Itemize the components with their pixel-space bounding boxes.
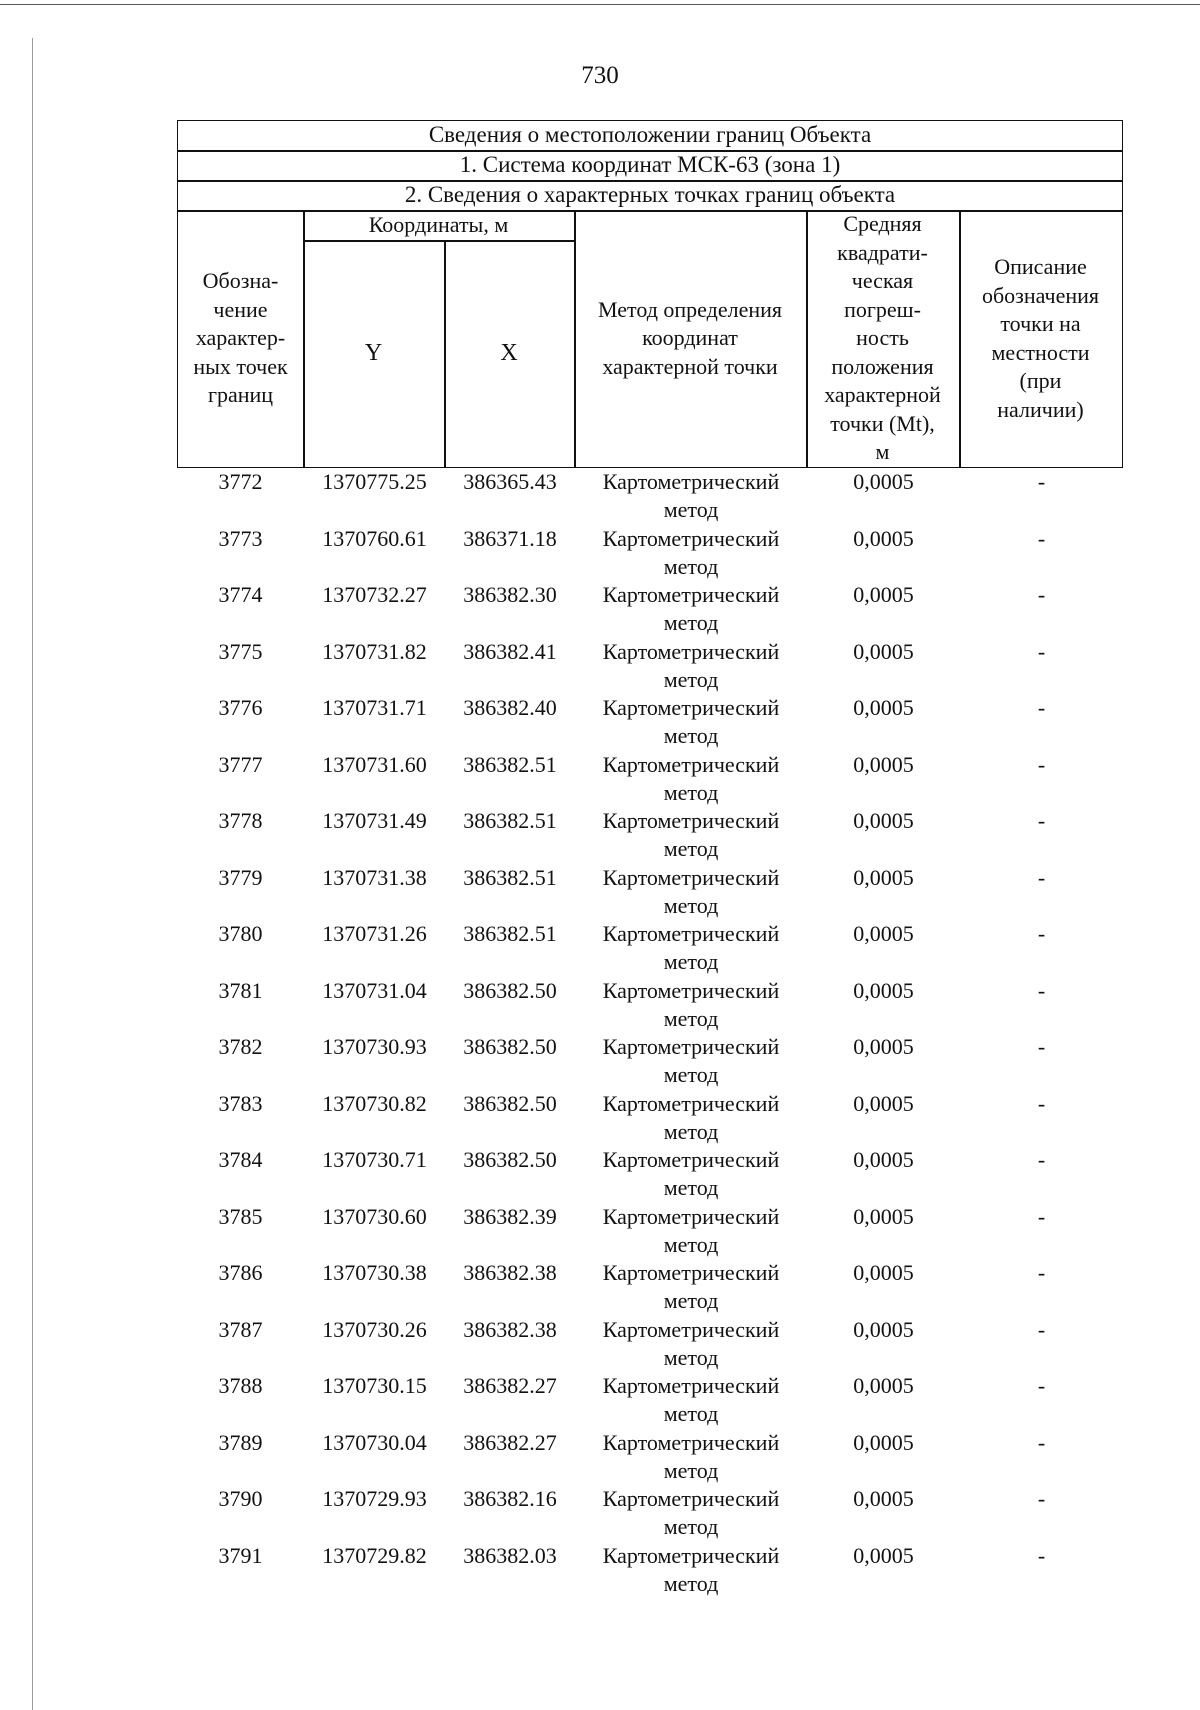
table-row <box>177 1314 1123 1371</box>
method-cell: Картометрический метод <box>602 1260 780 1313</box>
method-cell: Картометрический метод <box>602 638 780 692</box>
coordinate-y-cell: 1370730.26 <box>322 1316 427 1342</box>
point-id-cell: 3783 <box>218 1090 263 1116</box>
coordinate-x-cell: 386382.50 <box>463 1147 557 1172</box>
description-cell: - <box>1037 582 1046 607</box>
error-cell: 0,0005 <box>853 864 914 890</box>
point-id-cell: 3786 <box>218 1260 263 1285</box>
point-id-cell: 3780 <box>218 921 263 946</box>
method-cell: Картометрический метод <box>602 1316 780 1370</box>
error-cell: 0,0005 <box>853 1203 914 1229</box>
section-caption: 2. Сведения о характерных точках границ объекта <box>404 182 896 207</box>
description-cell: - <box>1037 1373 1046 1398</box>
column-header-designation: Обозна- чение характер- ных точек границ <box>193 268 288 408</box>
table-row <box>177 1540 1123 1597</box>
description-cell: - <box>1037 1147 1046 1172</box>
coordinate-x-cell: 386382.50 <box>463 1090 557 1116</box>
table-row <box>177 1370 1123 1427</box>
point-id-cell: 3778 <box>218 808 263 833</box>
error-cell: 0,0005 <box>853 921 914 946</box>
coordinate-x-cell: 386382.38 <box>463 1316 557 1342</box>
point-id-cell: 3774 <box>218 582 263 607</box>
point-id-cell: 3787 <box>218 1316 263 1342</box>
column-header-error: Средняя квадрати- ческая погреш- ность положения характерной точки (Mt), м <box>824 211 941 465</box>
description-cell: - <box>1037 1542 1046 1568</box>
point-id-cell: 3773 <box>218 525 263 551</box>
table-row <box>177 918 1123 975</box>
column-header-description: Описание обозначения точки на местности (при наличии) <box>981 254 1100 422</box>
method-cell: Картометрический метод <box>602 864 780 918</box>
description-cell: - <box>1037 1260 1046 1285</box>
description-cell: - <box>1037 1090 1046 1116</box>
point-id-cell: 3790 <box>218 1486 263 1511</box>
error-cell: 0,0005 <box>853 1542 914 1568</box>
method-cell: Картометрический метод <box>602 977 780 1031</box>
coordinate-y-cell: 1370730.71 <box>322 1147 427 1172</box>
points-table-body <box>177 466 1123 1596</box>
table-row <box>177 692 1123 749</box>
coordinate-y-cell: 1370731.60 <box>322 751 427 777</box>
description-cell: - <box>1037 1034 1046 1059</box>
error-cell: 0,0005 <box>853 638 914 664</box>
table-row <box>177 1483 1123 1540</box>
error-cell: 0,0005 <box>853 1429 914 1455</box>
method-cell: Картометрический метод <box>602 1542 780 1596</box>
coordinate-y-cell: 1370731.82 <box>322 638 427 664</box>
table-title: Сведения о местоположении границ Объекта <box>428 122 872 147</box>
coordinate-y-cell: 1370729.82 <box>322 1542 427 1568</box>
method-cell: Картометрический метод <box>602 695 780 748</box>
description-cell: - <box>1037 808 1046 833</box>
description-cell: - <box>1037 1316 1046 1342</box>
error-cell: 0,0005 <box>853 1486 914 1511</box>
table-row <box>177 975 1123 1032</box>
table-row <box>177 1201 1123 1258</box>
coordinate-x-cell: 386382.51 <box>463 808 557 833</box>
description-cell: - <box>1037 1203 1046 1229</box>
description-cell: - <box>1037 525 1046 551</box>
coordinate-x-cell: 386382.51 <box>463 921 557 946</box>
coordinate-x-cell: 386382.27 <box>463 1429 557 1455</box>
column-header-x: X <box>500 340 518 367</box>
coordinate-x-cell: 386382.16 <box>463 1486 557 1511</box>
error-cell: 0,0005 <box>853 751 914 777</box>
method-cell: Картометрический метод <box>602 1373 780 1426</box>
table-row <box>177 579 1123 636</box>
coordinate-y-cell: 1370730.38 <box>322 1260 427 1285</box>
error-cell: 0,0005 <box>853 977 914 1003</box>
coordinate-y-cell: 1370730.82 <box>322 1090 427 1116</box>
coordinate-y-cell: 1370730.15 <box>322 1373 427 1398</box>
coordinate-x-cell: 386382.03 <box>463 1542 557 1568</box>
table-row <box>177 1144 1123 1201</box>
point-id-cell: 3782 <box>218 1034 263 1059</box>
error-cell: 0,0005 <box>853 1373 914 1398</box>
error-cell: 0,0005 <box>853 695 914 720</box>
error-cell: 0,0005 <box>853 469 914 494</box>
method-cell: Картометрический метод <box>602 469 780 522</box>
table-row <box>177 1427 1123 1484</box>
point-id-cell: 3777 <box>218 751 263 777</box>
point-id-cell: 3776 <box>218 695 263 720</box>
point-id-cell: 3775 <box>218 638 263 664</box>
method-cell: Картометрический метод <box>602 582 780 635</box>
coordinate-y-cell: 1370730.04 <box>322 1429 427 1455</box>
coordinate-y-cell: 1370775.25 <box>322 469 427 494</box>
coordinate-y-cell: 1370731.49 <box>322 808 427 833</box>
column-header-method: Метод определения координат характерной точки <box>597 296 783 379</box>
coordinate-y-cell: 1370731.26 <box>322 921 427 946</box>
table-row <box>177 862 1123 919</box>
column-header-y: Y <box>364 340 383 367</box>
coordinate-y-cell: 1370730.93 <box>322 1034 427 1059</box>
table-row <box>177 1031 1123 1088</box>
description-cell: - <box>1037 751 1046 777</box>
method-cell: Картометрический метод <box>602 921 780 974</box>
coordinate-x-cell: 386382.50 <box>463 977 557 1003</box>
method-cell: Картометрический метод <box>602 1034 780 1087</box>
coordinate-x-cell: 386382.51 <box>463 751 557 777</box>
coordinate-y-cell: 1370732.27 <box>322 582 427 607</box>
coordinate-x-cell: 386382.30 <box>463 582 557 607</box>
coordinate-y-cell: 1370731.38 <box>322 864 427 890</box>
coordinate-y-cell: 1370731.71 <box>322 695 427 720</box>
scan-top-edge <box>0 4 1200 5</box>
point-id-cell: 3772 <box>218 469 263 494</box>
error-cell: 0,0005 <box>853 582 914 607</box>
coordinate-y-cell: 1370729.93 <box>322 1486 427 1511</box>
coordinate-x-cell: 386365.43 <box>463 469 557 494</box>
table-row <box>177 523 1123 580</box>
method-cell: Картометрический метод <box>602 1147 780 1200</box>
table-row <box>177 466 1123 523</box>
description-cell: - <box>1037 864 1046 890</box>
table-row <box>177 749 1123 806</box>
description-cell: - <box>1037 469 1046 494</box>
method-cell: Картометрический метод <box>602 1090 780 1144</box>
coordinate-x-cell: 386382.40 <box>463 695 557 720</box>
error-cell: 0,0005 <box>853 1316 914 1342</box>
point-id-cell: 3789 <box>218 1429 263 1455</box>
error-cell: 0,0005 <box>853 1034 914 1059</box>
coordinate-system-caption: 1. Система координат МСК-63 (зона 1) <box>459 152 841 177</box>
method-cell: Картометрический метод <box>602 751 780 805</box>
column-header-coordinates: Координаты, м <box>368 211 509 237</box>
method-cell: Картометрический метод <box>602 1429 780 1483</box>
method-cell: Картометрический метод <box>602 1486 780 1539</box>
point-id-cell: 3788 <box>218 1373 263 1398</box>
table-row <box>177 636 1123 693</box>
method-cell: Картометрический метод <box>602 525 780 579</box>
method-cell: Картометрический метод <box>602 1203 780 1257</box>
description-cell: - <box>1037 1429 1046 1455</box>
description-cell: - <box>1037 695 1046 720</box>
point-id-cell: 3779 <box>218 864 263 890</box>
coordinate-x-cell: 386382.51 <box>463 864 557 890</box>
table-row <box>177 1257 1123 1314</box>
page-number: 730 <box>581 62 619 89</box>
description-cell: - <box>1037 921 1046 946</box>
point-id-cell: 3784 <box>218 1147 263 1172</box>
point-id-cell: 3785 <box>218 1203 263 1229</box>
error-cell: 0,0005 <box>853 1147 914 1172</box>
error-cell: 0,0005 <box>853 1090 914 1116</box>
table-row <box>177 805 1123 862</box>
error-cell: 0,0005 <box>853 1260 914 1285</box>
coordinate-x-cell: 386382.27 <box>463 1373 557 1398</box>
coordinate-y-cell: 1370731.04 <box>322 977 427 1003</box>
coordinate-y-cell: 1370730.60 <box>322 1203 427 1229</box>
method-cell: Картометрический метод <box>602 808 780 861</box>
description-cell: - <box>1037 638 1046 664</box>
coordinate-x-cell: 386382.50 <box>463 1034 557 1059</box>
point-id-cell: 3791 <box>218 1542 263 1568</box>
coordinate-y-cell: 1370760.61 <box>322 525 427 551</box>
point-id-cell: 3781 <box>218 977 263 1003</box>
coordinate-x-cell: 386382.39 <box>463 1203 557 1229</box>
points-table-header <box>177 120 1123 468</box>
scan-left-edge <box>32 38 33 1710</box>
error-cell: 0,0005 <box>853 808 914 833</box>
coordinate-x-cell: 386382.41 <box>463 638 557 664</box>
error-cell: 0,0005 <box>853 525 914 551</box>
coordinate-x-cell: 386382.38 <box>463 1260 557 1285</box>
description-cell: - <box>1037 1486 1046 1511</box>
description-cell: - <box>1037 977 1046 1003</box>
coordinate-x-cell: 386371.18 <box>463 525 557 551</box>
table-row <box>177 1088 1123 1145</box>
